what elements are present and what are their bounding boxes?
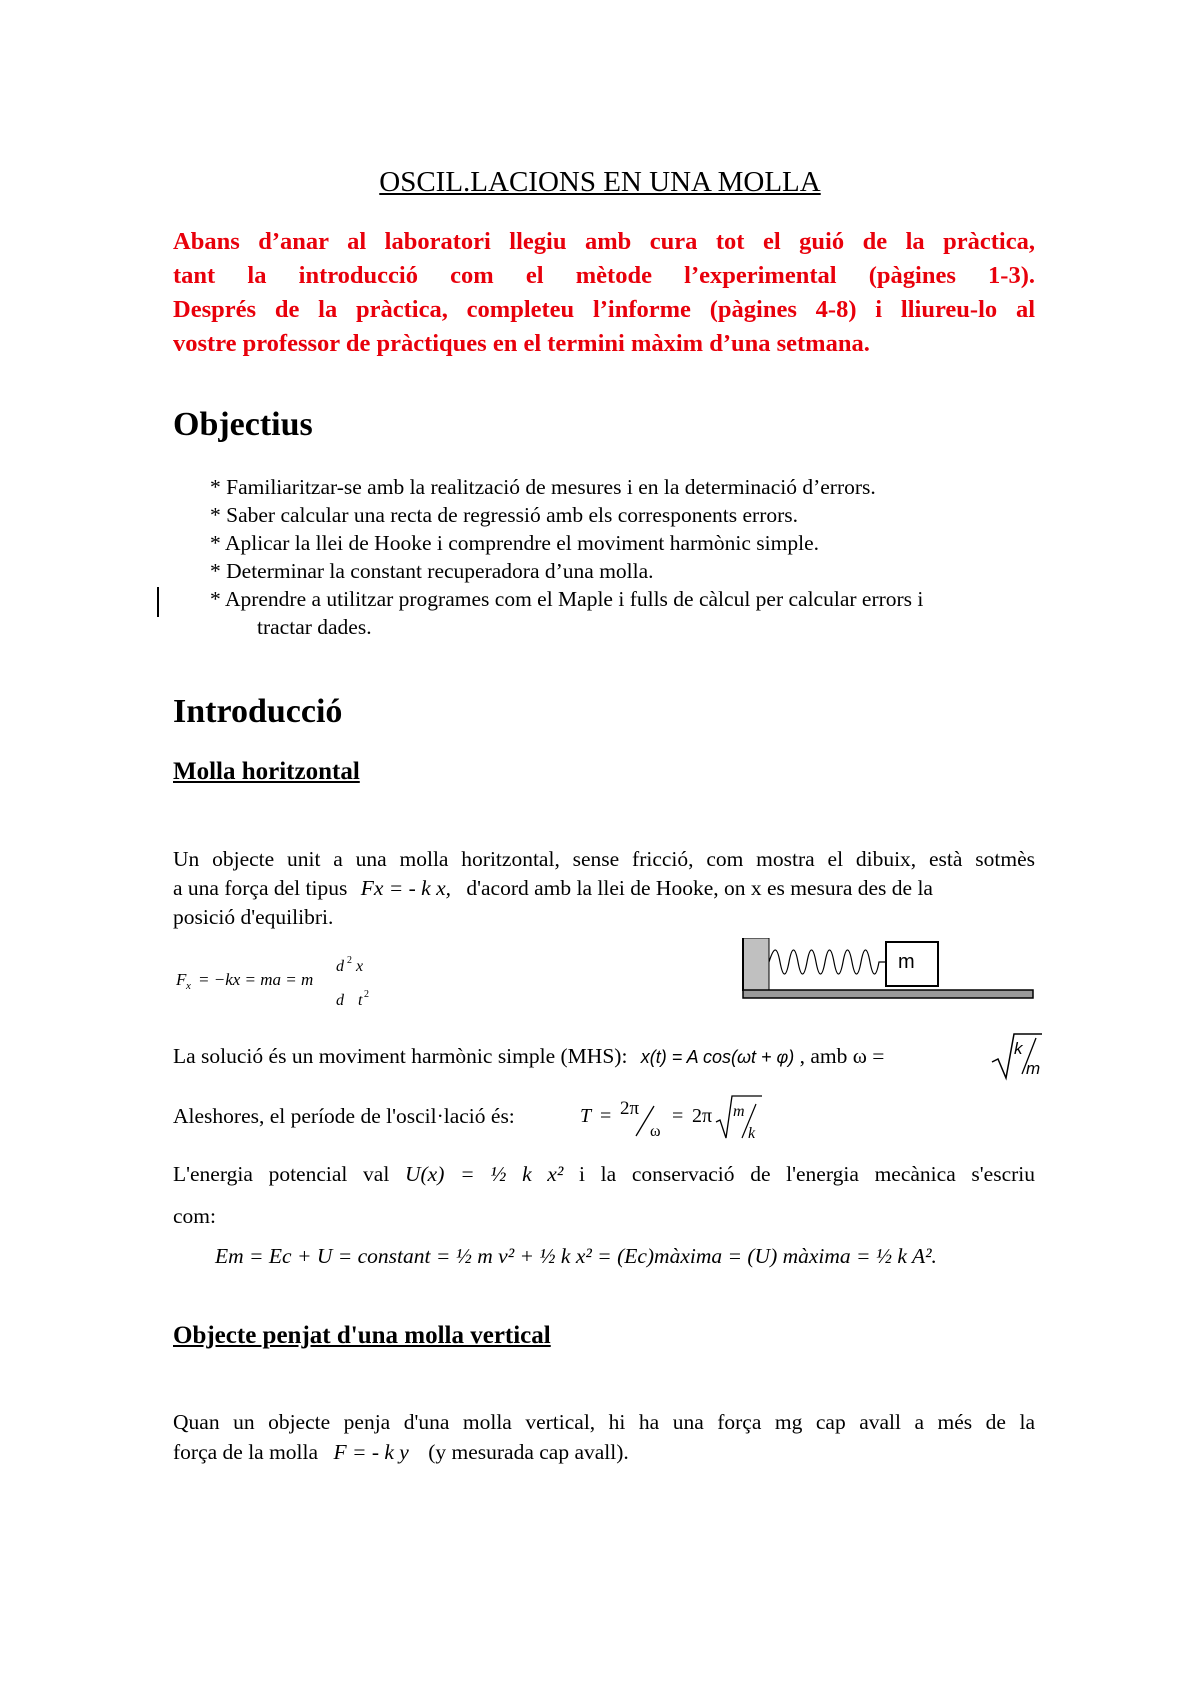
- conservation-text: Em = Ec + U = constant = ½ m v² + ½ k x² = (Ec)màxima = (U) màxima = ½ k A².: [215, 1244, 937, 1268]
- hooke-formula: Fx = - k x,: [360, 876, 452, 900]
- objective-item: * Aplicar la llei de Hooke i comprendre el moviment harmònic simple.: [210, 531, 819, 555]
- svg-text:2: 2: [347, 955, 352, 966]
- period-formula: [570, 1090, 780, 1142]
- newton-formula: [170, 945, 400, 1015]
- svg-text:k: k: [1014, 1039, 1023, 1058]
- paragraph-line: Un objecte unit a una molla horitzontal, sense fricció, com mostra el dibuix, està sotmès: [173, 847, 1035, 871]
- svg-text:= −kx = ma = m: = −kx = ma = m: [198, 970, 314, 989]
- svg-text:t: t: [358, 992, 363, 1009]
- text-span: força de la molla: [173, 1440, 319, 1464]
- text-span: i la conservació de l'energia mecànica s'escriu: [578, 1162, 1035, 1186]
- objective-item: * Saber calcular una recta de regressió amb els corresponents errors.: [210, 503, 799, 527]
- svg-text:2π: 2π: [620, 1098, 640, 1119]
- svg-text:T: T: [580, 1105, 592, 1127]
- paragraph-line: Quan un objecte penja d'una molla vertical, hi ha una força mg cap avall a més de la: [173, 1410, 1035, 1434]
- page-title: OSCIL.LACIONS EN UNA MOLLA: [379, 166, 821, 198]
- svg-text:=: =: [600, 1105, 612, 1127]
- intro-heading: Introducció: [173, 693, 343, 730]
- objective-item: * Determinar la constant recuperadora d’una molla.: [210, 559, 654, 583]
- subheading-horizontal: Molla horitzontal: [173, 758, 360, 785]
- period-text: Aleshores, el període de l'oscil·lació és:: [173, 1104, 515, 1128]
- solution-line: [173, 1044, 884, 1069]
- svg-text:d: d: [336, 992, 344, 1009]
- svg-text:k: k: [748, 1125, 756, 1142]
- objective-continuation: tractar dades.: [257, 615, 372, 639]
- notice-line-4: vostre professor de pràctiques en el termini màxim d’una setmana.: [173, 330, 870, 357]
- notice-line-1: Abans d’anar al laboratori llegiu amb cura tot el guió de la pràctica,: [173, 228, 1035, 255]
- svg-text:x: x: [186, 980, 191, 992]
- text-span: d'acord amb la llei de Hooke, on x es mesura des de la: [466, 876, 933, 900]
- objectives-heading: Objectius: [173, 406, 313, 443]
- mass-label: m: [898, 951, 915, 973]
- text-span: a una força del tipus: [173, 876, 348, 900]
- objective-item: * Familiaritzar-se amb la realització de mesures i en la determinació d’errors.: [210, 475, 876, 499]
- spring-figure: [740, 938, 1036, 1002]
- svg-text:ω: ω: [650, 1123, 661, 1140]
- solution-formula: x(t) = A cos(ωt + φ): [640, 1047, 795, 1067]
- notice-line-3: Després de la pràctica, completeu l’informe (pàgines 4-8) i lliureu-lo al: [173, 296, 1035, 323]
- paragraph-line: posició d'equilibri.: [173, 905, 334, 929]
- solution-text: La solució és un moviment harmònic simple (MHS):: [173, 1044, 628, 1068]
- svg-text:m: m: [1026, 1059, 1041, 1078]
- svg-text:2: 2: [364, 989, 369, 1000]
- energy-formula: U(x) = ½ k x²: [405, 1162, 564, 1186]
- omega-sqrt: [990, 1032, 1045, 1082]
- svg-text:m: m: [733, 1103, 745, 1120]
- svg-text:=: =: [672, 1105, 684, 1127]
- svg-text:2π: 2π: [692, 1105, 713, 1127]
- subheading-vertical: Objecte penjat d'una molla vertical: [173, 1322, 551, 1349]
- energy-line: [173, 1162, 1035, 1187]
- svg-text:x: x: [356, 958, 364, 975]
- paragraph-line-with-formula: [173, 1440, 629, 1465]
- svg-text:F: F: [176, 970, 187, 989]
- text-span: (y mesurada cap avall).: [428, 1440, 629, 1464]
- paragraph-line-with-formula: [173, 876, 1035, 901]
- notice-line-2: tant la introducció com el mètode l’experimental (pàgines 1-3).: [173, 262, 1035, 289]
- text-span: L'energia potencial val: [173, 1162, 390, 1186]
- energy-line-end: com:: [173, 1204, 216, 1228]
- vertical-force-formula: F = - k y: [333, 1440, 409, 1464]
- spring-diagram: [740, 938, 1036, 1002]
- conservation-formula: [215, 1244, 937, 1269]
- objective-item: * Aprendre a utilitzar programes com el Maple i fulls de càlcul per calcular errors i: [210, 587, 924, 611]
- text-cursor: [157, 587, 159, 617]
- svg-text:d: d: [336, 958, 344, 975]
- solution-amb: , amb ω =: [799, 1044, 885, 1068]
